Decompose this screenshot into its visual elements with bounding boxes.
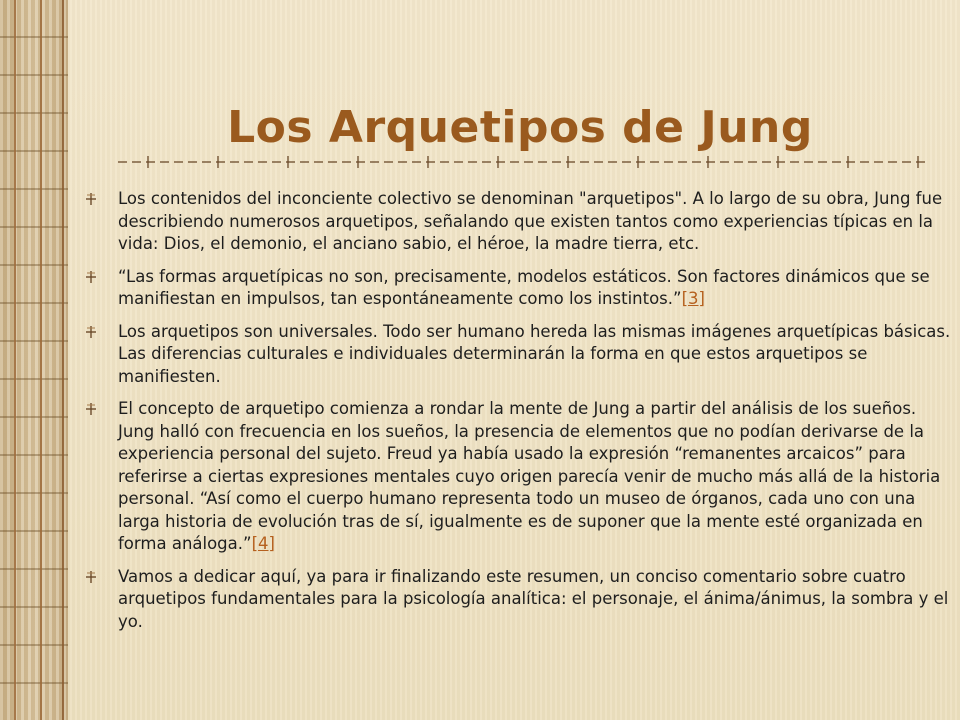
bullet-marker-icon	[84, 402, 98, 416]
strip-line	[14, 0, 16, 720]
bullet-text: El concepto de arquetipo comienza a rondar la mente de Jung a partir del análisis de los sueños. Jung halló con frecuencia en los sueños, la presencia de elementos que no podían derivarse de la experiencia personal del sujeto. Freud ya había usado la expresión “remanentes arcaicos” para referirse a ciertas expresiones mentales cuyo origen parecía venir de mucho más allá de la historia personal. “Así como el cuerpo humano representa todo un museo de órganos, cada uno con una larga historia de evolución tras de sí, igualmente es de suponer que la mente esté organizada en forma análoga.”	[118, 399, 941, 553]
bullet-marker-icon	[84, 270, 98, 284]
decorative-divider	[118, 155, 930, 169]
bullet-item	[84, 266, 954, 311]
bullet-text: “Las formas arquetípicas no son, precisamente, modelos estáticos. Son factores dinámicos que se manifiestan en impulsos, tan espontáneamente como los instintos.”	[118, 266, 930, 308]
decorative-left-strip	[0, 0, 68, 720]
strip-line	[40, 0, 42, 720]
footnote-ref-link[interactable]: [3]	[681, 289, 705, 308]
bullet-text: Vamos a dedicar aquí, ya para ir finalizando este resumen, un conciso comentario sobre cuatro arquetipos fundamentales para la psicología analítica: el personaje, el ánima/ánimus, la sombra y el yo.	[118, 566, 949, 631]
bullet-marker-icon	[84, 192, 98, 206]
bullet-item	[84, 398, 954, 556]
slide-title: Los Arquetipos de Jung	[227, 102, 813, 153]
bullet-text: Los contenidos del inconciente colectivo se denominan "arquetipos". A lo largo de su obra, Jung fue describiendo numerosos arquetipos, señalando que existen tantos como experiencias típicas en la vida: Dios, el demonio, el anciano sabio, el héroe, la madre tierra, etc.	[118, 189, 943, 253]
bullet-list	[84, 188, 954, 643]
bullet-item	[84, 566, 954, 634]
bullet-marker-icon	[84, 325, 98, 339]
bullet-text: Los arquetipos son universales. Todo ser humano hereda las mismas imágenes arquetípicas básicas. Las diferencias culturales e individuales determinarán la forma en que estos arquetipos se manifiesten.	[118, 321, 951, 386]
strip-line	[62, 0, 64, 720]
bullet-item	[84, 321, 954, 389]
bullet-marker-icon	[84, 570, 98, 584]
footnote-ref-link[interactable]: [4]	[251, 534, 275, 553]
bullet-item	[84, 188, 954, 256]
